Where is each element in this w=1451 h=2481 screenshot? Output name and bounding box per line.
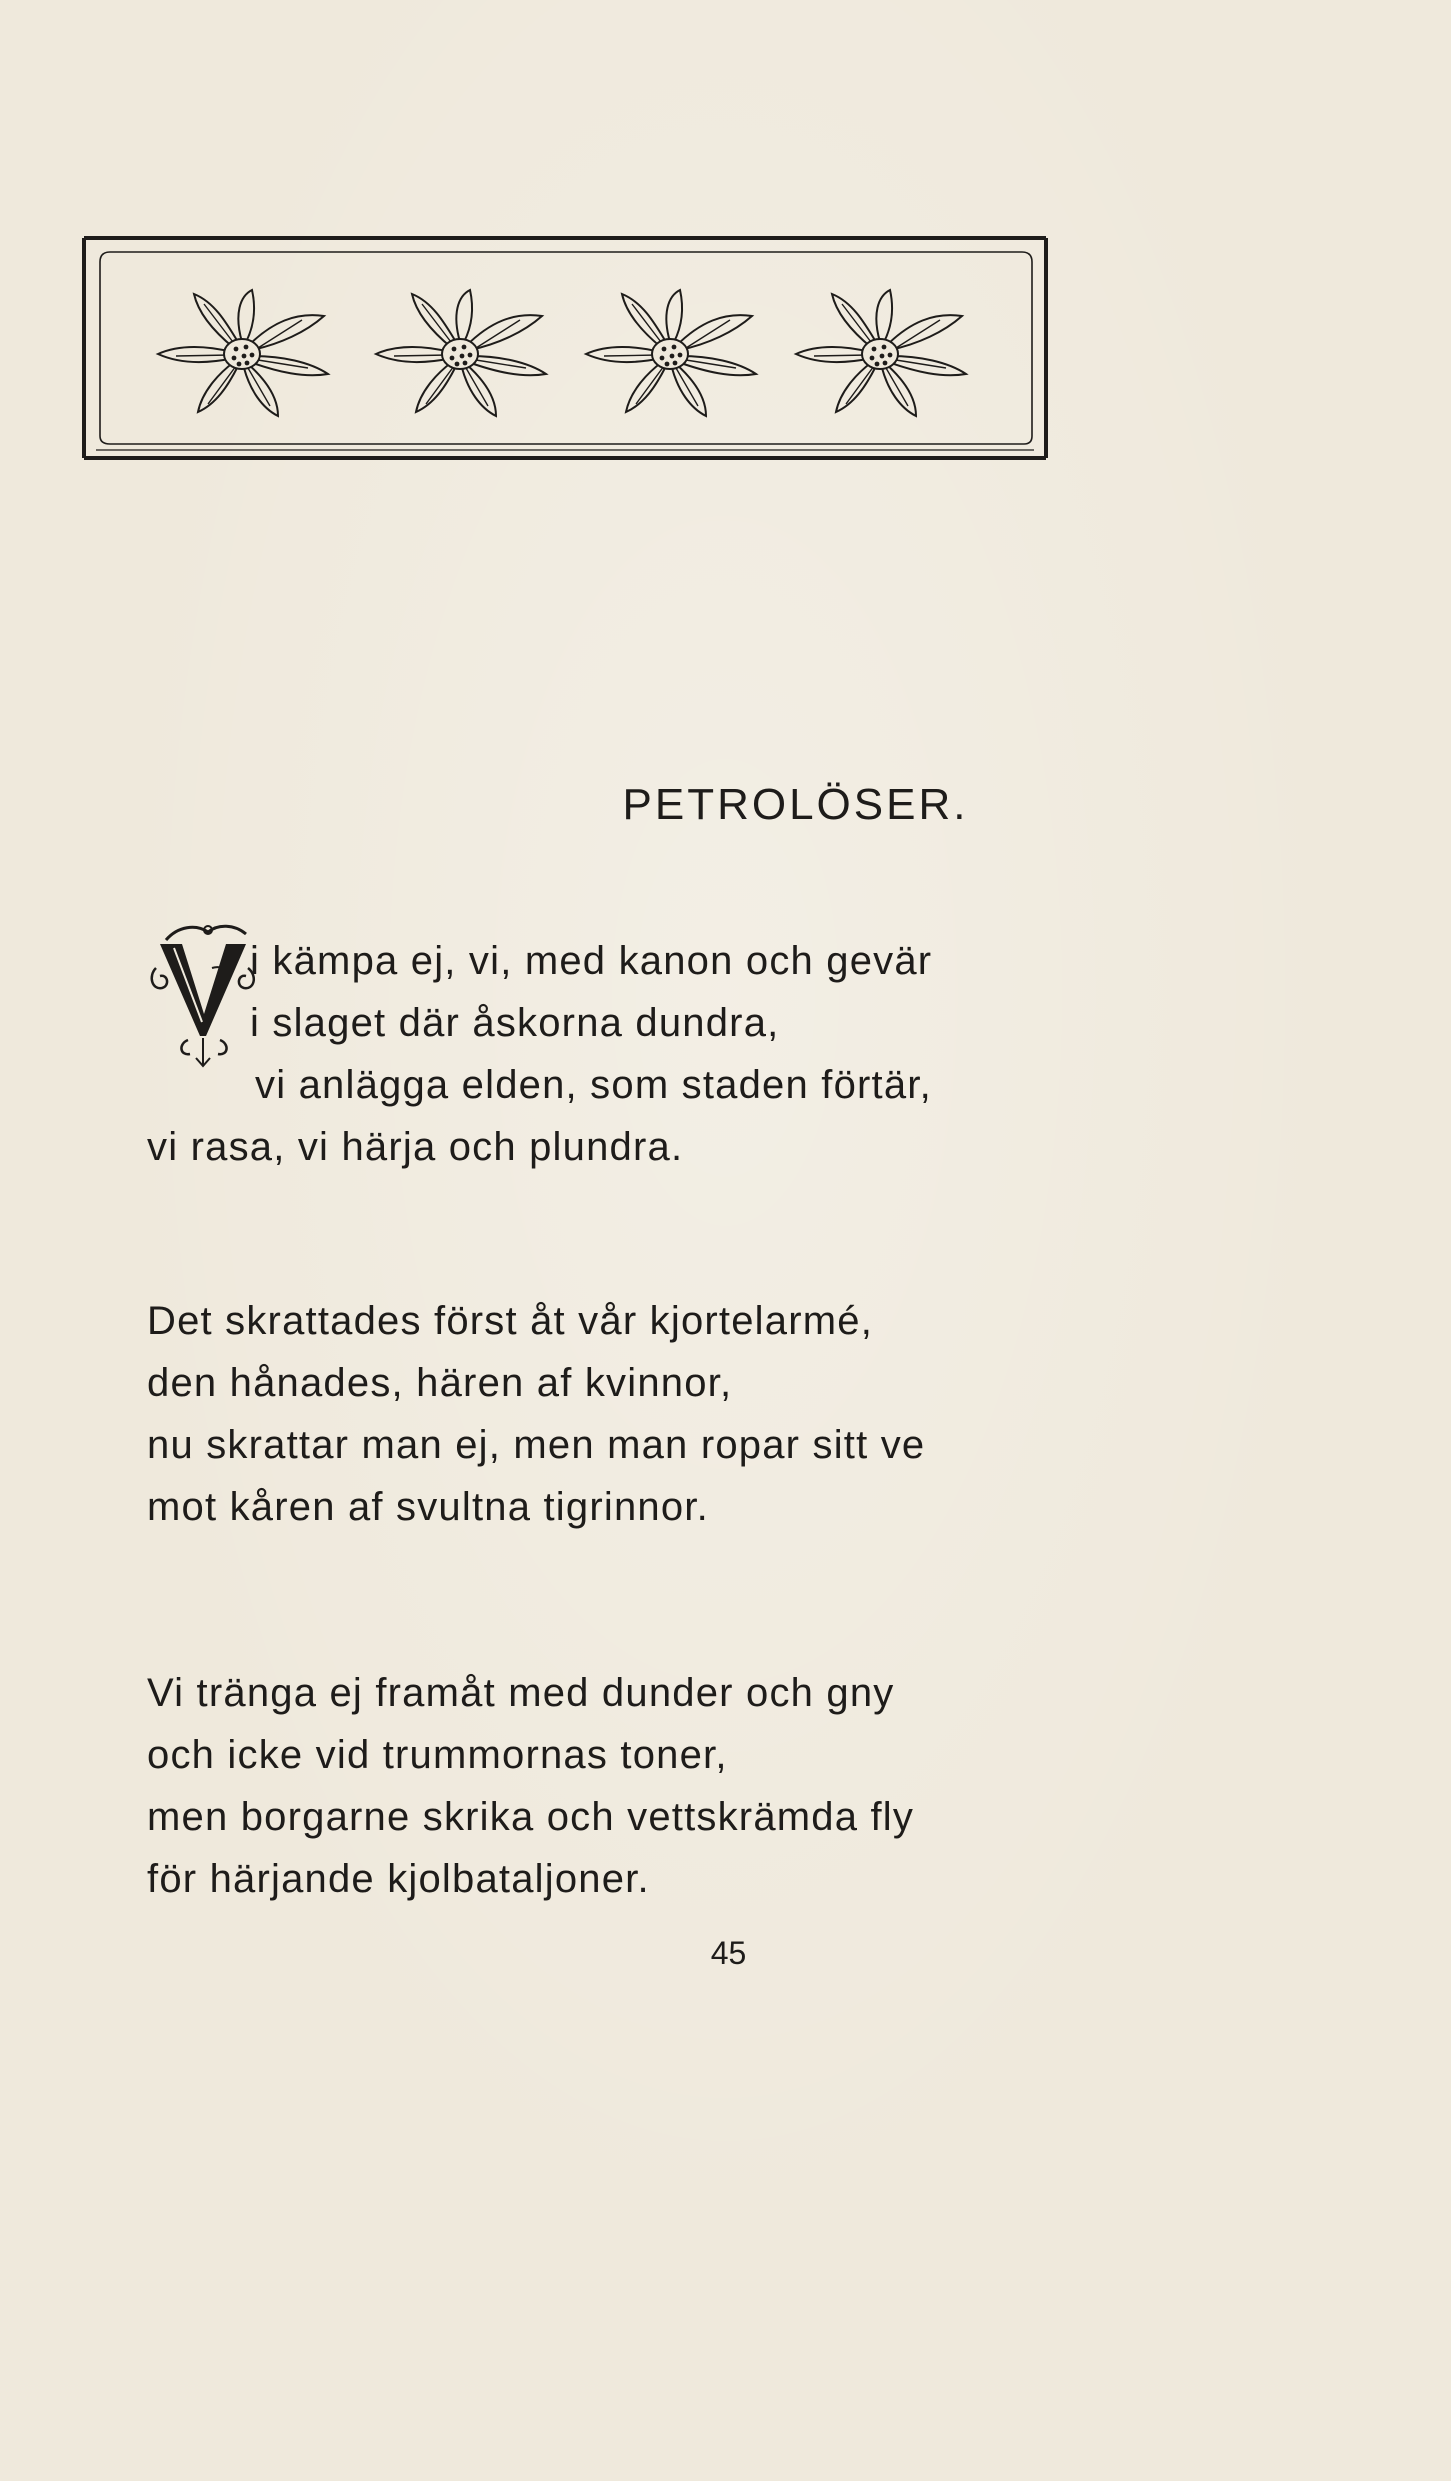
stanza-1 [147, 930, 1047, 1178]
stanza-3 [147, 1662, 1047, 1910]
verse-line: i slaget där åskorna dundra, [250, 1001, 780, 1045]
page-number: 45 [710, 1935, 747, 1971]
verse-line: i kämpa ej, vi, med kanon och gevär [250, 939, 933, 983]
headpiece-frame-icon [82, 236, 1048, 460]
verse-line: mot kåren af svultna tigrinnor. [147, 1485, 709, 1529]
verse-line: Det skrattades först åt vår kjortelarmé, [147, 1299, 874, 1343]
verse-line: nu skrattar man ej, men man ropar sitt ve [147, 1423, 926, 1467]
stanza-2 [147, 1290, 1047, 1538]
edelweiss-flower-icon [796, 290, 966, 416]
verse-line: Vi tränga ej framåt med dunder och gny [147, 1671, 895, 1715]
verse-line: men borgarne skrika och vettskrämda fly [147, 1795, 915, 1839]
verse-line: vi rasa, vi härja och plundra. [147, 1125, 684, 1169]
edelweiss-flower-icon [376, 290, 546, 416]
ornamental-headpiece [82, 236, 1048, 460]
poem-title: PETROLÖSER. [622, 780, 969, 829]
edelweiss-flower-icon [586, 290, 756, 416]
edelweiss-flower-icon [158, 290, 328, 416]
verse-line: den hånades, hären af kvinnor, [147, 1361, 733, 1405]
verse-line: och icke vid trummornas toner, [147, 1733, 728, 1777]
verse-line: för härjande kjolbataljoner. [147, 1857, 650, 1901]
verse-line: vi anlägga elden, som staden förtär, [255, 1063, 932, 1107]
